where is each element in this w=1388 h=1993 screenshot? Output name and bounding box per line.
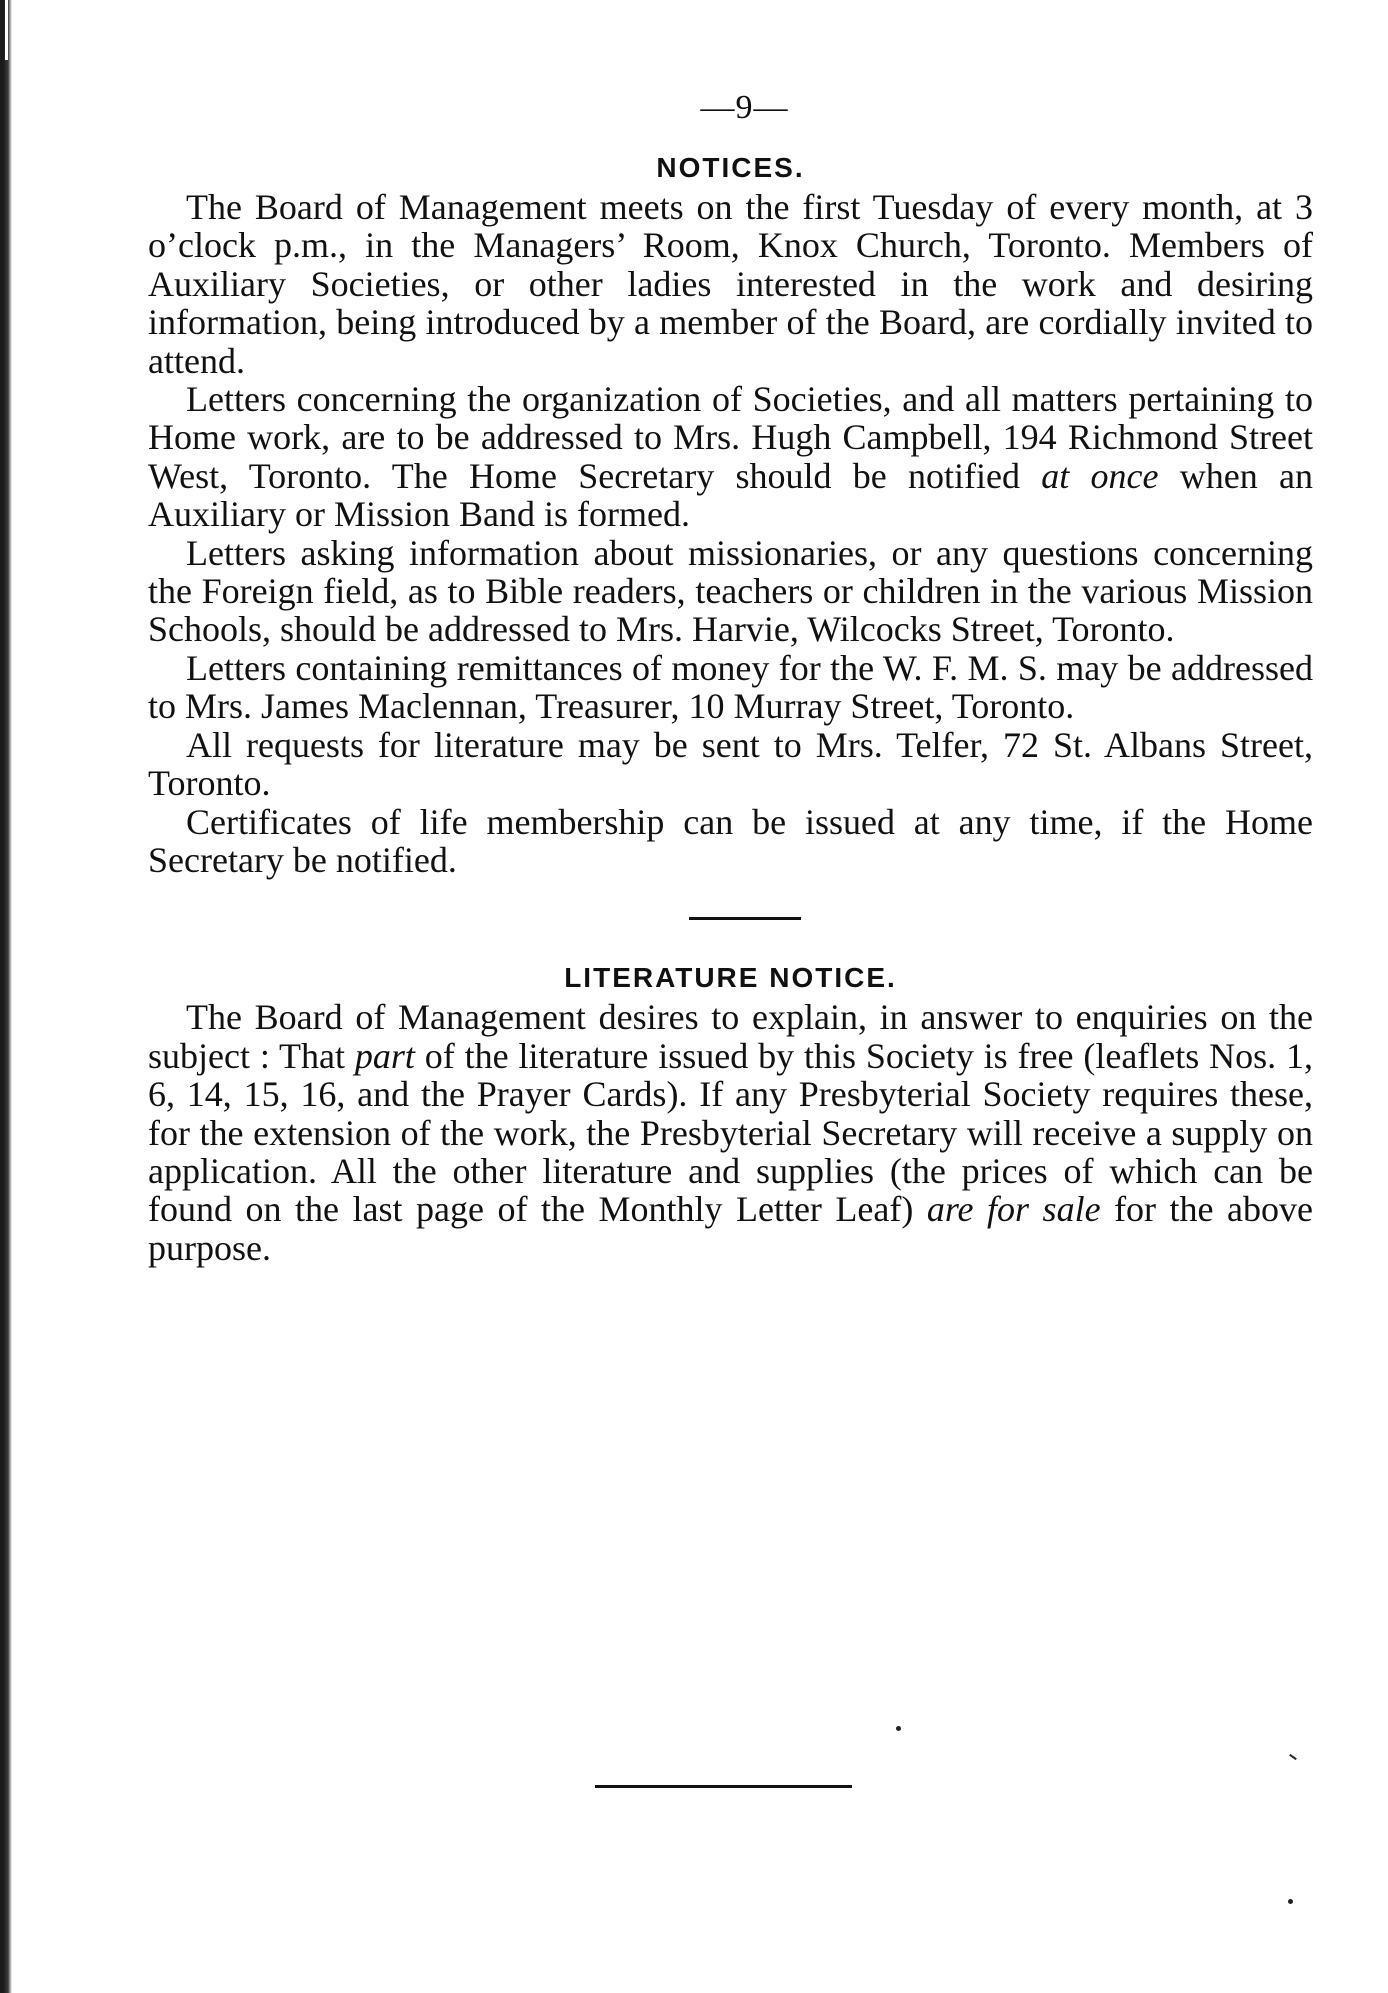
notices-section	[148, 148, 1313, 879]
paragraph	[148, 803, 1313, 880]
page-number: —9—	[700, 89, 789, 126]
text-run: The Board of Management desires to explain, in answer to enquiries on the subject : That	[148, 997, 1313, 1076]
text-run: when an Auxiliary or Mission Band is formed.	[148, 455, 1313, 535]
literature-notice-body	[148, 998, 1313, 1267]
paragraph	[148, 998, 1313, 1267]
scan-speck	[1288, 1899, 1293, 1904]
closing-rule	[595, 1785, 852, 1788]
italic-text: part	[354, 1035, 415, 1076]
paragraph	[148, 380, 1313, 534]
text-run: The Board of Management meets on the first Tuesday of every month, at 3 o’clock p.m., in the Managers’ Room, Knox Church, Toronto. Members of Auxiliary Societies, or other ladies interested in the work and desiring information, being introduced by a member of the Board, are cordially invited to attend.	[148, 187, 1313, 381]
paragraph	[148, 534, 1313, 649]
text-run: Certificates of life membership can be issued at any time, if the Home Secretary be notified.	[148, 801, 1313, 880]
text-run: for the above purpose.	[148, 1189, 1314, 1268]
scan-speck	[896, 1726, 901, 1731]
text-run: Letters concerning the organization of Societies, and all matters pertaining to Home work, are to be addressed to Mrs. Hugh Campbell, 194 Richmond Street West, Toronto. The Home Secretary should be notified	[148, 379, 1313, 496]
scan-speck	[1289, 1754, 1297, 1760]
page-binding-edge	[0, 0, 12, 1993]
paragraph	[148, 649, 1313, 726]
section-divider	[689, 917, 801, 920]
paragraph	[148, 188, 1313, 380]
document-page	[148, 88, 1313, 1267]
notices-heading: NOTICES.	[656, 152, 805, 183]
text-run: Letters asking information about missionaries, or any questions concerning the Foreign field, as to Bible readers, teachers or children in the various Mission Schools, should be addressed to Mrs. Harvie, Wilcocks Street, Toronto.	[148, 532, 1313, 650]
literature-notice-section	[148, 958, 1313, 1267]
text-run: of the literature issued by this Society is free (leaflets Nos. 1, 6, 14, 15, 16, and the Prayer Cards). If any Presbyterial Society requires these, for the extension of the work, the Presbyterial Secretary will receive a supply on application. All the other literature and supplies (the prices of which can be found on the last page of the Monthly Letter Leaf)	[148, 1035, 1314, 1230]
literature-notice-heading: LITERATURE NOTICE.	[564, 962, 897, 994]
text-run: Letters containing remittances of money for the W. F. M. S. may be addressed to Mrs. James Maclennan, Treasurer, 10 Murray Street, Toronto.	[148, 647, 1313, 727]
notices-body	[148, 188, 1313, 879]
text-run: All requests for literature may be sent to Mrs. Telfer, 72 St. Albans Street, Toronto.	[148, 724, 1313, 804]
italic-text: at once	[1041, 455, 1159, 496]
italic-text: are for sale	[926, 1189, 1101, 1230]
paragraph	[148, 726, 1313, 803]
